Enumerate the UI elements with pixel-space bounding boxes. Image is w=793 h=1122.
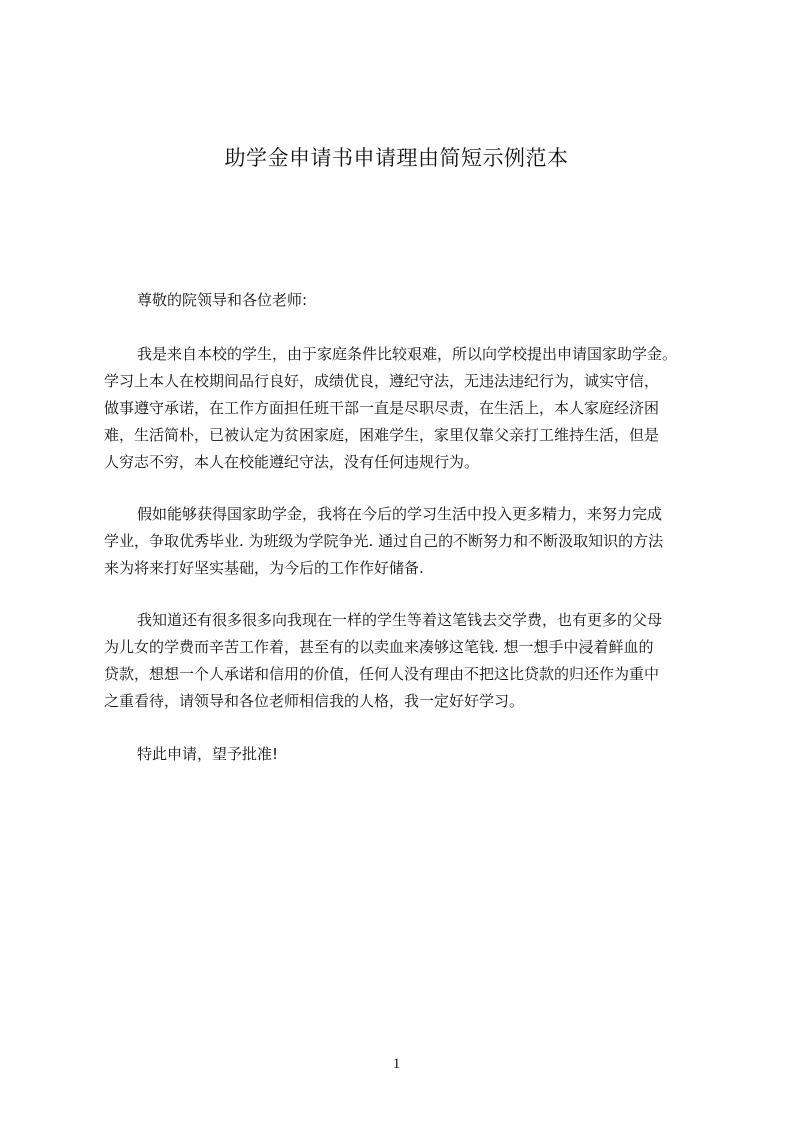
paragraph-1-line-5: 人穷志不穷，本人在校能遵纪守法，没有任何违规行为。	[104, 453, 480, 471]
paragraph-2-line-3: 来为将来打好坚实基础，为今后的工作作好储备.	[104, 559, 424, 577]
paragraph-3-line-4: 之重看待，请领导和各位老师相信我的人格，我一定好好学习。	[104, 692, 525, 710]
page-number: 1	[392, 1056, 401, 1072]
paragraph-1-line-4: 难，生活简朴，已被认定为贫困家庭，困难学生，家里仅靠父亲打工维持生活，但是	[104, 426, 660, 444]
paragraph-3-line-1: 我知道还有很多很多向我现在一样的学生等着这笔钱去交学费，也有更多的父母	[137, 611, 663, 629]
closing-line: 特此申请，望予批准!	[137, 745, 279, 763]
paragraph-2-line-2: 学业，争取优秀毕业. 为班级为学院争光. 通过自己的不断努力和不断汲取知识的方法	[104, 532, 664, 550]
paragraph-1-line-2: 学习上本人在校期间品行良好，成绩优良，遵纪守法，无违法违纪行为，诚实守信，	[104, 372, 660, 390]
paragraph-3-line-2: 为儿女的学费而辛苦工作着，甚至有的以卖血来凑够这笔钱. 想一想手中浸着鲜血的	[104, 638, 654, 656]
paragraph-1-line-1: 我是来自本校的学生，由于家庭条件比较艰难，所以向学校提出申请国家助学金。	[137, 345, 678, 363]
paragraph-1-line-3: 做事遵守承诺，在工作方面担任班干部一直是尽职尽责，在生活上，本人家庭经济困	[104, 399, 660, 417]
paragraph-3-line-3: 贷款，想想一个人承诺和信用的价值，任何人没有理由不把这比贷款的归还作为重中	[104, 665, 660, 683]
paragraph-2-line-1: 假如能够获得国家助学金，我将在今后的学习生活中投入更多精力，来努力完成	[137, 505, 663, 523]
salutation: 尊敬的院领导和各位老师:	[137, 291, 308, 309]
document-title: 助学金申请书申请理由简短示例范本	[224, 146, 569, 170]
